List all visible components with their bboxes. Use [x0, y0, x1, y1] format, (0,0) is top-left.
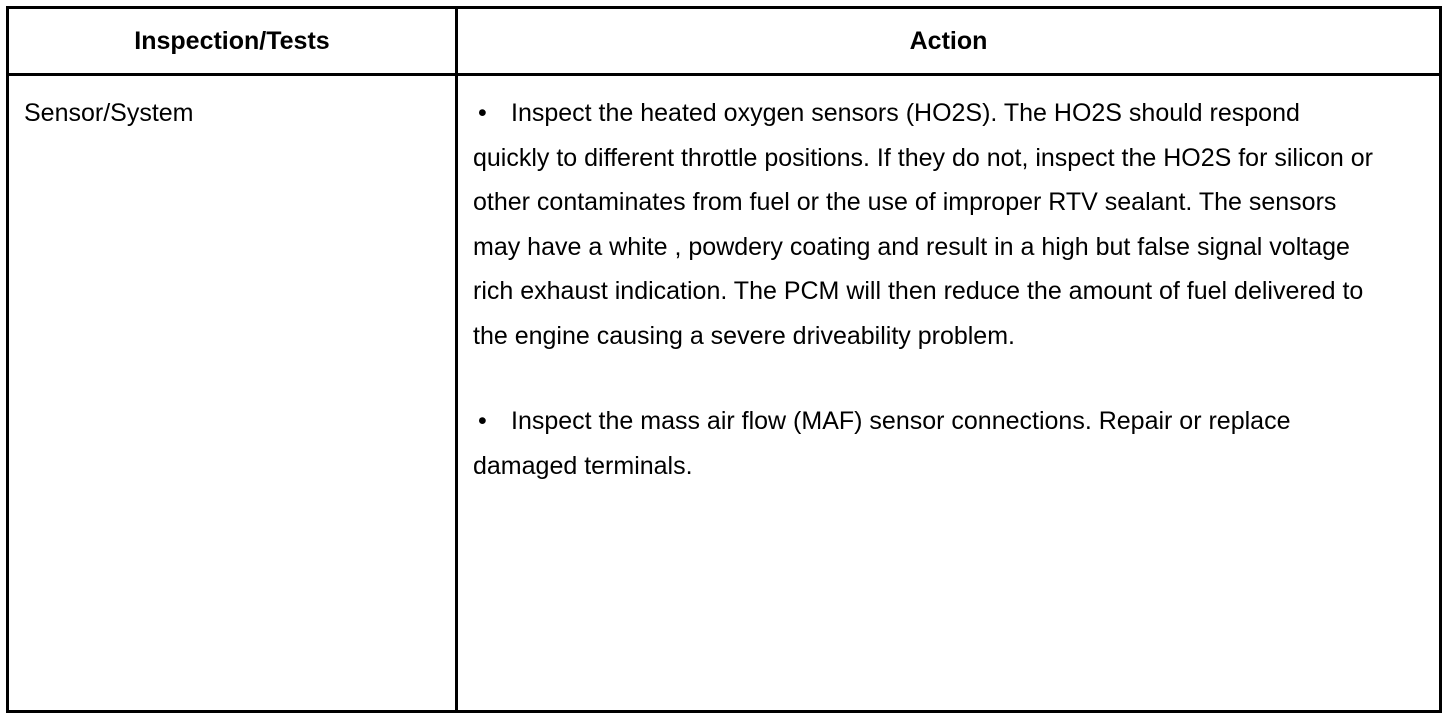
inspection-action-table — [6, 6, 1442, 713]
action-text: Inspect the heated oxygen sensors (HO2S). The HO2S should respond quickly to different throttle positions. If they do not, inspect the HO2S for silicon or other contaminates from fuel or the use of improper RTV sealant. The sensors may have a white , powdery coating and result in a high but false signal voltage rich exhaust indication. The PCM will then reduce the amount of fuel delivered to the engine causing a severe driveability problem. — [473, 99, 1373, 350]
bullet-icon: • — [478, 99, 487, 127]
header-row — [8, 8, 1441, 75]
action-item-maf — [473, 399, 1379, 488]
action-text: Inspect the mass air flow (MAF) sensor connections. Repair or replace damaged terminals. — [473, 407, 1291, 480]
action-cell — [457, 75, 1441, 712]
table-row — [8, 75, 1441, 712]
bullet-icon: • — [478, 407, 487, 435]
action-item-hO2s — [473, 91, 1379, 358]
inspection-cell: Sensor/System — [8, 75, 457, 712]
header-action: Action — [457, 8, 1441, 75]
header-inspection-tests: Inspection/Tests — [8, 8, 457, 75]
